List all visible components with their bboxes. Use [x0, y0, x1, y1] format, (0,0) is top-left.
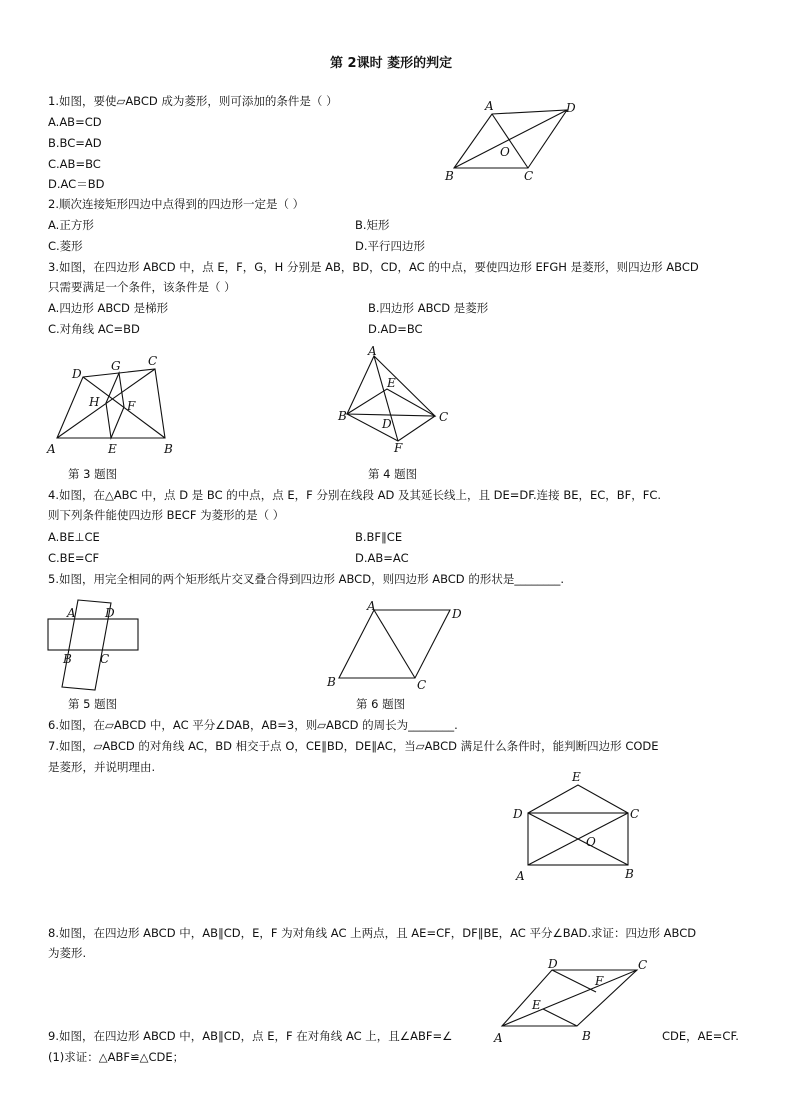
q6-label-a: A	[367, 599, 376, 613]
q3-caption: 第 3 题图	[68, 467, 118, 481]
q3-option-c: C.对角线 AC=BD	[48, 322, 140, 336]
q9-stem-left: 9.如图，在四边形 ABCD 中，AB∥CD，点 E，F 在对角线 AC 上，且∠ABF=∠	[48, 1029, 453, 1043]
q8-label-f: F	[595, 974, 604, 988]
q3-figure	[45, 352, 185, 462]
q1-diagonal-ac	[492, 114, 528, 168]
q3-label-d: D	[72, 367, 82, 381]
q1-label-b: B	[445, 169, 454, 183]
q6-label-b: B	[327, 675, 336, 689]
q1-option-d: D.AC＝BD	[48, 177, 105, 191]
q3-option-a: A.四边形 ABCD 是梯形	[48, 301, 169, 315]
q1-label-a: A	[485, 99, 494, 113]
q8-segment-be	[543, 1009, 577, 1026]
q7-label-b: B	[625, 867, 634, 881]
q4-label-a: A	[368, 344, 377, 358]
q4-option-d: D.AB=AC	[355, 551, 409, 565]
q6-diagonal-ac	[374, 610, 415, 678]
q9-stem-right: CDE，AE=CF.	[662, 1029, 739, 1043]
q2-option-b: B.矩形	[355, 218, 390, 232]
q5-horizontal-strip	[48, 619, 138, 650]
q8-label-c: C	[638, 958, 648, 972]
q4-option-c: C.BE=CF	[48, 551, 100, 565]
q8-label-b: B	[582, 1029, 591, 1043]
q1-stem: 1.如图，要使▱ABCD 成为菱形，则可添加的条件是（ ）	[48, 94, 338, 108]
q7-label-a: A	[516, 869, 525, 883]
q3-label-c: C	[148, 354, 158, 368]
q4-label-e: E	[387, 376, 396, 390]
q4-stem-line1: 4.如图，在△ABC 中，点 D 是 BC 的中点，点 E，F 分别在线段 AD 及其延长线上，且 DE=DF.连接 BE，EC，BF，FC.	[48, 488, 662, 502]
q2-option-a: A.正方形	[48, 218, 94, 232]
q5-label-d: D	[105, 606, 115, 620]
q7-label-o: O	[586, 835, 596, 849]
q7-label-d: D	[513, 807, 523, 821]
q4-stem-line2: 则下列条件能使四边形 BECF 为菱形的是（ ）	[48, 508, 285, 522]
q5-caption: 第 5 题图	[68, 697, 118, 711]
page-title: 第 2课时 菱形的判定	[330, 56, 453, 71]
q4-label-d: D	[382, 417, 392, 431]
q7-label-c: C	[630, 807, 640, 821]
q3-label-b: B	[164, 442, 173, 456]
q7-stem-line1: 7.如图，▱ABCD 的对角线 AC，BD 相交于点 O，CE∥BD，DE∥AC，当▱ABCD 满足什么条件时，能判断四边形 CODE	[48, 739, 659, 753]
q5-stem: 5.如图，用完全相同的两个矩形纸片交叉叠合得到四边形 ABCD，则四边形 ABCD 的形状是________.	[48, 572, 564, 586]
q8-label-e: E	[532, 998, 541, 1012]
q5-label-a: A	[67, 606, 76, 620]
q3-stem-line2: 只需要满足一个条件，该条件是（ ）	[48, 280, 236, 294]
q3-label-h: H	[89, 395, 100, 409]
q4-label-f: F	[394, 441, 403, 455]
q6-label-c: C	[417, 678, 427, 692]
q2-option-d: D.平行四边形	[355, 239, 426, 253]
q8-stem-line2: 为菱形.	[48, 946, 87, 960]
q5-figure	[45, 600, 145, 690]
q4-label-c: C	[439, 410, 449, 424]
q8-label-a: A	[494, 1031, 503, 1045]
q3-label-a: A	[47, 442, 56, 456]
q1-option-b: B.BC=AD	[48, 136, 102, 150]
q3-label-e: E	[108, 442, 117, 456]
q1-option-a: A.AB=CD	[48, 115, 102, 129]
q3-label-g: G	[111, 359, 121, 373]
q1-label-d: D	[566, 101, 576, 115]
q8-label-d: D	[548, 957, 558, 971]
q8-segment-df	[552, 970, 596, 992]
q3-stem-line1: 3.如图，在四边形 ABCD 中，点 E，F，G，H 分别是 AB，BD，CD，AC 的中点，要使四边形 EFGH 是菱形，则四边形 ABCD	[48, 260, 699, 274]
q2-stem: 2.顺次连接矩形四边中点得到的四边形一定是（ ）	[48, 197, 305, 211]
q4-option-b: B.BF∥CE	[355, 530, 403, 544]
q3-option-d: D.AD=BC	[368, 322, 423, 336]
q1-label-c: C	[524, 169, 534, 183]
q4-caption: 第 4 题图	[368, 467, 418, 481]
q6-stem: 6.如图，在▱ABCD 中，AC 平分∠DAB，AB=3，则▱ABCD 的周长为________.	[48, 718, 458, 732]
q1-diagonal-bd	[454, 110, 567, 168]
q4-figure	[335, 344, 460, 454]
q1-figure	[440, 98, 590, 188]
q8-stem-line1: 8.如图，在四边形 ABCD 中，AB∥CD，E，F 为对角线 AC 上两点，且 AE=CF，DF∥BE，AC 平分∠BAD.求证：四边形 ABCD	[48, 926, 697, 940]
q3-option-b: B.四边形 ABCD 是菱形	[368, 301, 489, 315]
q5-label-c: C	[100, 652, 110, 666]
q7-stem-line2: 是菱形，并说明理由.	[48, 760, 156, 774]
q5-label-b: B	[63, 652, 72, 666]
q1-label-o: O	[500, 145, 510, 159]
q7-de-ce	[528, 785, 628, 813]
q6-caption: 第 6 题图	[356, 697, 406, 711]
q7-label-e: E	[572, 770, 581, 784]
q1-option-c: C.AB=BC	[48, 157, 101, 171]
q3-label-f: F	[127, 399, 136, 413]
q9-part1: (1)求证：△ABF≌△CDE；	[48, 1050, 185, 1064]
q7-figure	[508, 760, 648, 885]
q4-option-a: A.BE⊥CE	[48, 530, 100, 544]
q6-figure	[322, 598, 472, 694]
q2-option-c: C.菱形	[48, 239, 83, 253]
q6-label-d: D	[452, 607, 462, 621]
q8-figure	[490, 953, 660, 1048]
q4-label-b: B	[338, 409, 347, 423]
